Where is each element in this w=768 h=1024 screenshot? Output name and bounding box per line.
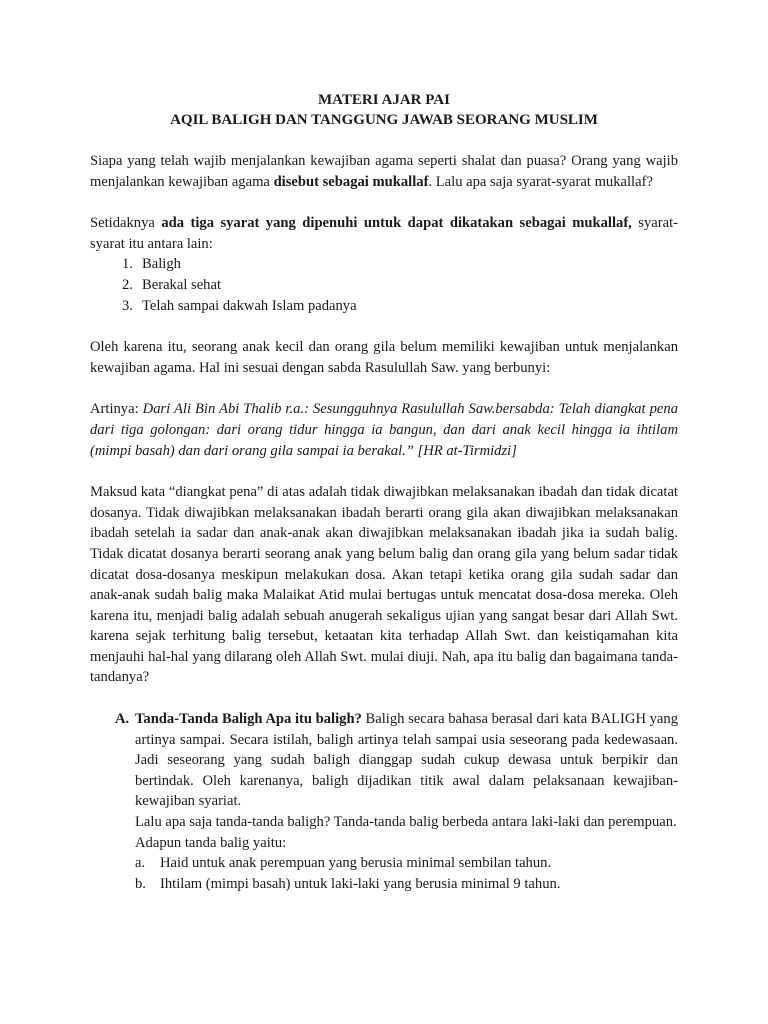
section-a-paragraph: Tanda-Tanda Baligh Apa itu baligh? Baligh secara bahasa berasal dari kata BALIGH yang artinya sampai. Secara istilah, baligh artinya telah sampai usia seseorang pada kedewasaan. Jadi seseorang yang sudah baligh dianggap sudah cukup dewasa untuk berpikir dan bertindak. Oleh karenanya, baligh dijadikan titik awal dalam pelaksanaan kewajiban-kewajiban syariat.: [135, 711, 678, 810]
requirements-intro: Setidaknya ada tiga syarat yang dipenuhi untuk dapat dikatakan sebagai mukallaf, syarat-syarat itu antara lain:: [90, 215, 678, 252]
body-paragraph-hadith-intro: Oleh karena itu, seorang anak kecil dan orang gila belum memiliki kewajiban untuk menjalankan kewajiban agama. Hal ini sesuai dengan sabda Rasulullah Saw. yang berbunyi:: [90, 339, 678, 376]
document-subtitle: AQIL BALIGH DAN TANGGUNG JAWAB SEORANG MUSLIM: [170, 112, 598, 128]
document-content: [90, 90, 678, 894]
document-title: MATERI AJAR PAI: [318, 92, 450, 108]
section-a-paragraph-3: Adapun tanda balig yaitu:: [135, 834, 287, 851]
list-item: b. Ihtilam (mimpi basah) untuk laki-laki yang berusia minimal 9 tahun.: [135, 875, 561, 892]
signs-list: [135, 853, 678, 894]
section-heading: Tanda-Tanda Baligh Apa itu baligh?: [135, 711, 362, 728]
intro-paragraph: Siapa yang telah wajib menjalankan kewajiban agama seperti shalat dan puasa? Orang yang wajib menjalankan kewajiban agama disebut sebagai mukallaf. Lalu apa saja syarat-syarat mukallaf?: [90, 153, 678, 190]
section-a: [90, 709, 678, 894]
list-item: 2. Berakal sehat: [122, 276, 222, 293]
requirements-bold: ada tiga syarat yang dipenuhi untuk dapat dikatakan sebagai mukallaf,: [161, 215, 632, 232]
section-a-paragraph-2: Lalu apa saja tanda-tanda baligh? Tanda-tanda balig berbeda antara laki-laki dan perempuan.: [135, 814, 677, 831]
list-item: 1. Baligh: [122, 256, 181, 273]
list-item: a. Haid untuk anak perempuan yang berusia minimal sembilan tahun.: [135, 855, 552, 872]
mukallaf-bold: disebut sebagai mukallaf: [273, 173, 429, 190]
list-item: 3. Telah sampai dakwah Islam padanya: [122, 297, 357, 314]
requirements-list: [90, 254, 678, 316]
section-letter: A.: [115, 711, 130, 728]
body-paragraph-explanation: Maksud kata “diangkat pena” di atas adalah tidak diwajibkan melaksanakan ibadah dan tidak dicatat dosanya. Tidak diwajibkan melaksanakan ibadah berarti orang gila akan diwajibkan melaksanakan ibadah setelah ia sadar dan anak-anak akan diwajibkan melaksanakan ibadah jika ia sudah balig. Tidak dicatat dosanya berarti seorang anak yang belum balig dan orang gila yang belum sadar tidak dicatat dosa-dosanya meskipun melakukan dosa. Akan tetapi ketika orang gila sudah sadar dan anak-anak sudah balig maka Malaikat Atid mulai bertugas untuk mencatat dosa-dosa mereka. Oleh karena itu, menjadi balig adalah sebuah anugerah sekaligus ujian yang sangat besar dari Allah Swt. karena sejak terhitung balig tersebut, ketaatan kita terhadap Allah Swt. dan keistiqamahan kita menjauhi hal-hal yang dilarang oleh Allah Swt. mulai diuji. Nah, apa itu balig dan bagaimana tanda-tandanya?: [90, 484, 678, 686]
hadith-quote: Artinya: Dari Ali Bin Abi Thalib r.a.: Sesungguhnya Rasulullah Saw.bersabda: Telah diangkat pena dari tiga golongan: dari orang tidur hingga ia bangun, dan dari anak kecil hingga ia ihtilam (mimpi basah) dan dari orang gila sampai ia berakal.” [HR at-Tirmidzi]: [90, 401, 678, 459]
